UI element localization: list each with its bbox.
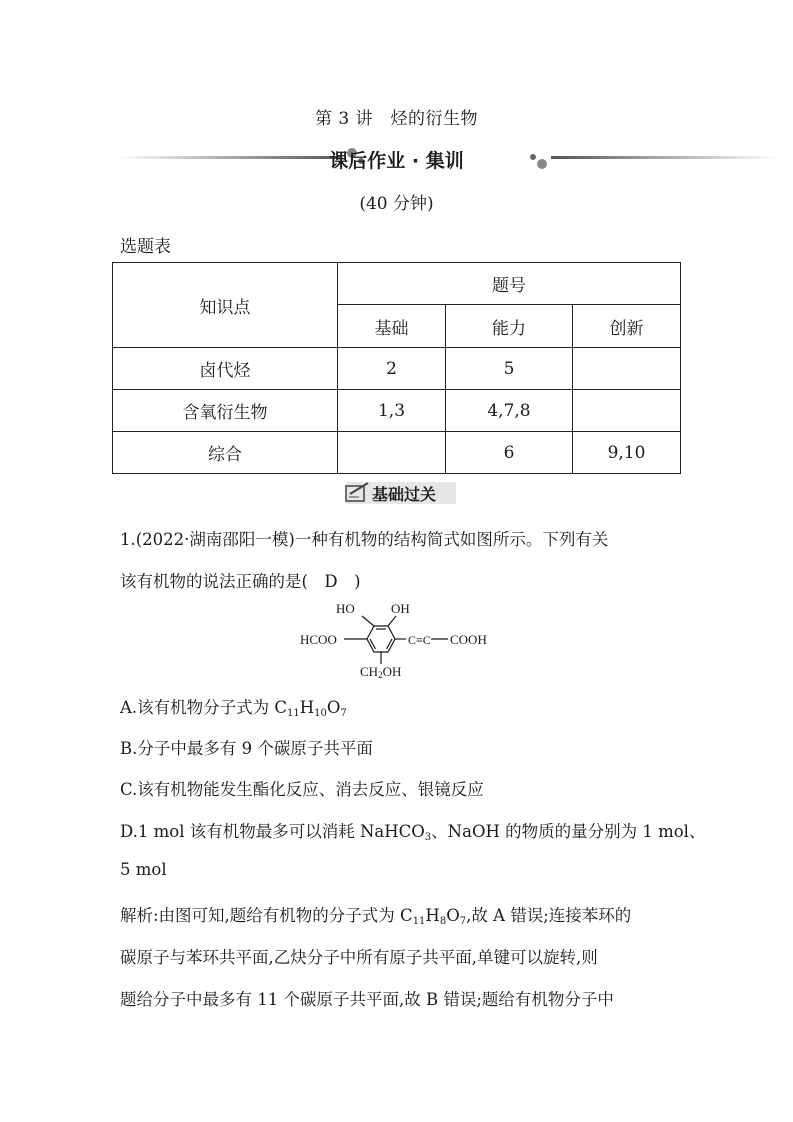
corner-cell: 知识点 [113, 263, 338, 348]
ability-cell: 6 [446, 432, 573, 474]
question-stem-line2: 该有机物的说法正确的是( D ) [120, 572, 361, 591]
struct-label-ch2oh: CH2OH [360, 664, 402, 680]
section-title: 基础过关 [372, 485, 437, 504]
topic-cell: 综合 [113, 432, 338, 474]
struct-label-ho: HO [336, 601, 355, 616]
ability-cell: 4,7,8 [446, 390, 573, 432]
banner-title: 课后作业 · 集训 [329, 150, 464, 172]
basic-cell: 1,3 [338, 390, 446, 432]
benzene-ring [344, 616, 448, 664]
table-row [113, 390, 681, 432]
option-c: C.该有机物能发生酯化反应、消去反应、银镜反应 [120, 780, 484, 799]
struct-label-cooh: COOH [450, 632, 487, 647]
column-header: 能力 [446, 305, 573, 348]
column-header: 基础 [338, 305, 446, 348]
ability-cell: 5 [446, 348, 573, 390]
analysis-line1: 解析:由图可知,题给有机物的分子式为 $C_{11}H_8O_7$,故 A 错误;连接苯环的 [120, 906, 632, 927]
table-row [113, 432, 681, 474]
struct-label-alkyne: C≡C [408, 633, 431, 647]
duration-label: (40 分钟) [359, 194, 434, 214]
structure-diagram [296, 596, 506, 684]
basic-cell [338, 432, 446, 474]
table-header-row [113, 263, 681, 305]
analysis-line3: 题给分子中最多有 11 个碳原子共平面,故 B 错误;题给有机物分子中 [120, 990, 614, 1009]
option-d: D.1 mol 该有机物最多可以消耗 NaHCO$_3$、NaOH 的物质的量分别为 1 mol、 [120, 822, 706, 843]
option-d-line2: 5 mol [120, 860, 167, 879]
topic-cell: 卤代烃 [113, 348, 338, 390]
struct-label-hcoo: HCOO [300, 632, 337, 647]
innovation-cell [573, 390, 681, 432]
column-header: 创新 [573, 305, 681, 348]
option-b: B.分子中最多有 9 个碳原子共平面 [120, 739, 373, 758]
innovation-cell: 9,10 [573, 432, 681, 474]
analysis-line2: 碳原子与苯环共平面,乙炔分子中所有原子共平面,单键可以旋转,则 [120, 948, 598, 967]
table-label: 选题表 [120, 237, 171, 257]
basic-cell: 2 [338, 348, 446, 390]
question-stem-line1: 1.(2022·湖南邵阳一模)一种有机物的结构简式如图所示。下列有关 [120, 530, 609, 549]
selection-table [112, 262, 681, 474]
topic-cell: 含氧衍生物 [113, 390, 338, 432]
table-row [113, 348, 681, 390]
lesson-title: 第 3 讲 烃的衍生物 [314, 109, 479, 129]
option-a: A.该有机物分子式为 $C_{11}H_{10}O_7$ [120, 698, 347, 719]
group-header-cell: 题号 [338, 263, 681, 305]
struct-label-oh: OH [391, 601, 410, 616]
innovation-cell [573, 348, 681, 390]
